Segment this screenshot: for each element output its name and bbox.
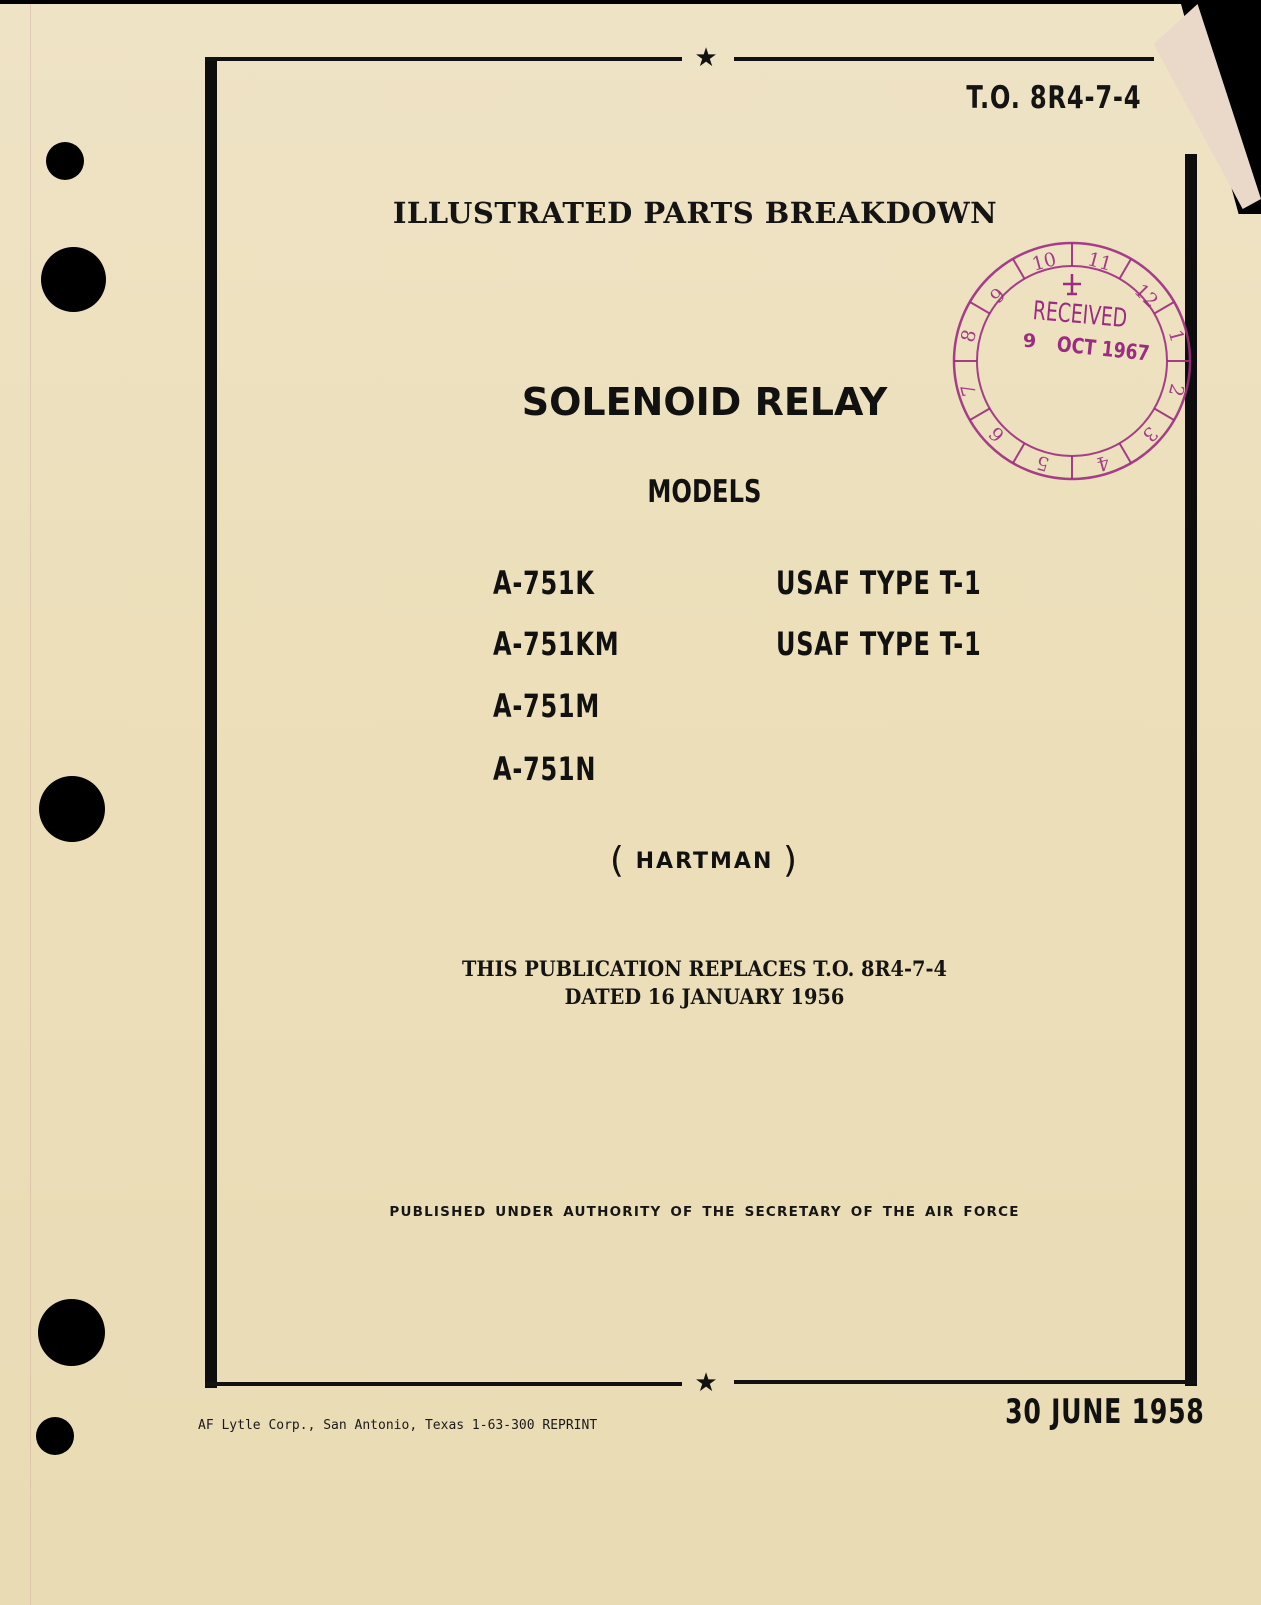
stamp-ring-icon [947,236,1197,486]
usaf-type: USAF TYPE T-1 [776,625,982,663]
svg-text:9: 9 [985,283,1011,309]
top-star-icon: ★ [694,43,718,73]
document-page [0,4,1261,1605]
printer-imprint: AF Lytle Corp., San Antonio, Texas 1-63-300 REPRINT [198,1418,598,1433]
svg-text:10: 10 [1029,248,1059,276]
received-stamp [947,236,1197,486]
binder-hole [36,1417,74,1455]
document-title: SOLENOID RELAY [521,380,888,424]
binder-hole [46,142,84,180]
top-rule-right [734,57,1154,61]
model-number: A-751KM [493,625,620,663]
stamp-received-label: RECEIVED [1031,296,1129,335]
technical-order-number: T.O. 8R4-7-4 [966,80,1141,116]
svg-text:11: 11 [1085,248,1115,276]
manufacturer-close-paren: ) [783,840,800,881]
manufacturer-open-paren: ( [609,840,626,881]
usaf-type: USAF TYPE T-1 [776,564,982,602]
binder-hole [41,247,106,312]
model-number: A-751M [493,687,601,725]
authority-statement: PUBLISHED UNDER AUTHORITY OF THE SECRETARY OF THE AIR FORCE [389,1204,1020,1220]
svg-text:1: 1 [1163,327,1189,345]
svg-text:4: 4 [1094,450,1112,476]
stamp-month-year: OCT 1967 [1055,332,1151,366]
frame-left-border [205,59,217,1388]
stamp-day: 9 [1023,330,1037,352]
model-number: A-751K [493,564,595,602]
bottom-rule-left [205,1382,682,1386]
bottom-star-icon: ★ [694,1368,718,1398]
supersedes-notice-line1: THIS PUBLICATION REPLACES T.O. 8R4-7-4 [461,956,947,981]
publication-date: 30 JUNE 1958 [1005,1392,1205,1432]
svg-text:7: 7 [956,381,982,399]
svg-text:2: 2 [1163,381,1189,399]
svg-text:6: 6 [984,421,1010,447]
models-heading: MODELS [647,474,762,510]
model-number: A-751N [493,750,597,788]
manufacturer-name [0,840,1261,881]
supersedes-notice-line2: DATED 16 JANUARY 1956 [564,984,845,1009]
svg-text:3: 3 [1137,421,1163,447]
svg-text:5: 5 [1034,450,1052,476]
document-type-heading: ILLUSTRATED PARTS BREAKDOWN [392,196,998,230]
binder-hole [39,776,105,842]
manufacturer-label: HARTMAN [635,849,774,874]
binder-hole [38,1299,105,1366]
top-rule-left [205,57,682,61]
bottom-rule-right [734,1380,1197,1384]
svg-text:12: 12 [1129,279,1163,313]
svg-text:8: 8 [956,327,982,345]
